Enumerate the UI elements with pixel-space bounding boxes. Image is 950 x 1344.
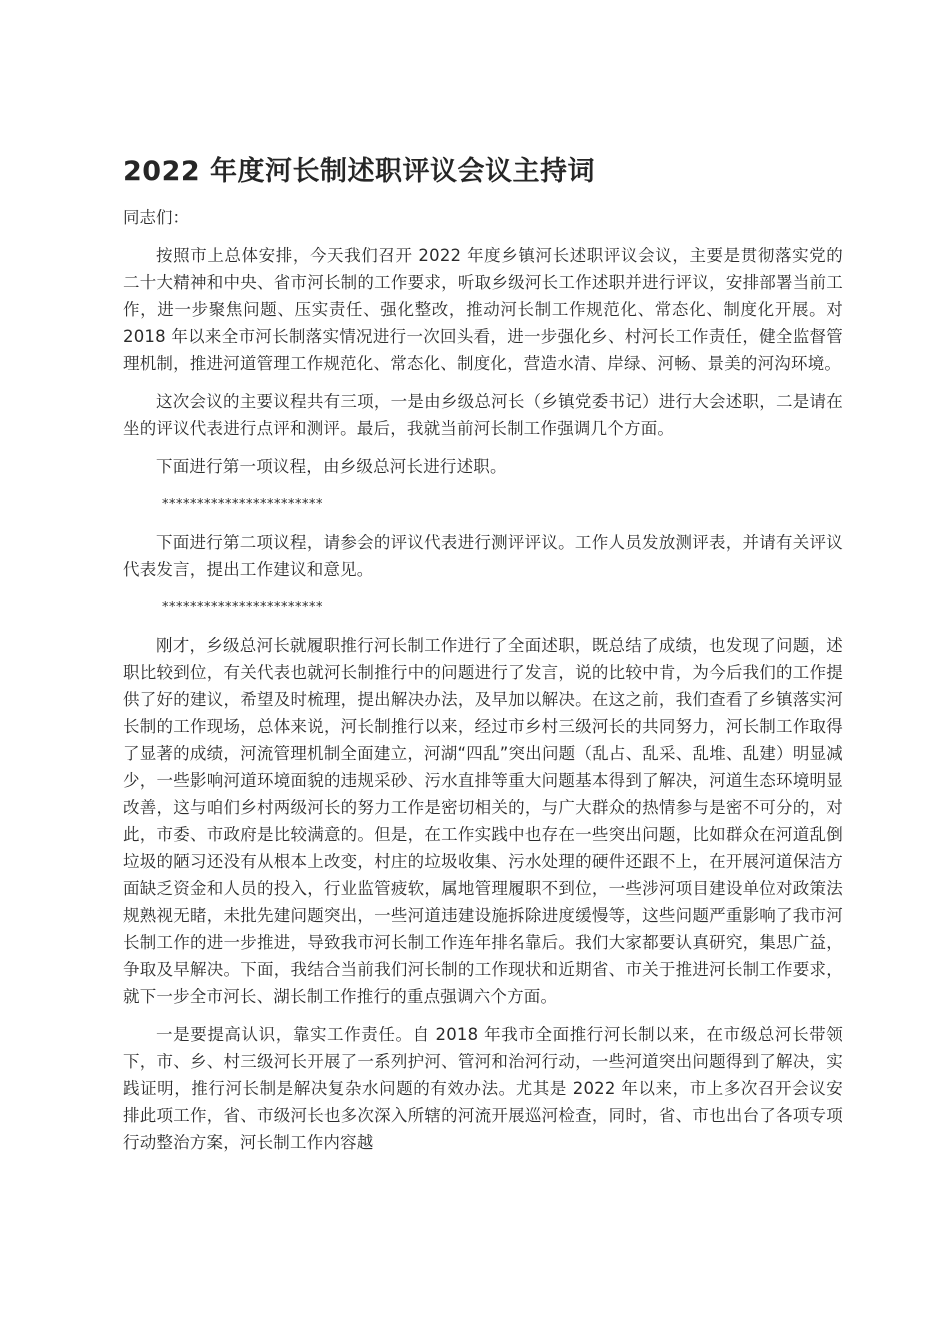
salutation: 同志们： [123, 208, 189, 227]
document-title: 2022 年度河长制述职评议会议主持词 [123, 156, 596, 187]
paragraph-opening: 按照市上总体安排，今天我们召开 2022 年度乡镇河长述职评议会议，主要是贯彻落实党的二十大精神和中央、省市河长制的工作要求，听取乡级河长工作述职并进行评议，安排部署当前工作，进一步聚焦问题、压实责任、强化整改，推动河长制工作规范化、常态化、制度化开展。对 2018 年以来全市河长制落实情况进行一次回头看，进一步强化乡、村河长工作责任，健全监督管理机制，推进河道管理工作规范化、常态化、制度化，营造水清、岸绿、河畅、景美的河沟环境。 [123, 246, 843, 373]
paragraph-summary: 刚才，乡级总河长就履职推行河长制工作进行了全面述职，既总结了成绩，也发现了问题，述职比较到位，有关代表也就河长制推行中的问题进行了发言，说的比较中肯，为今后我们的工作提供了好的建议，希望及时梳理，提出解决办法，及早加以解决。在这之前，我们查看了乡镇落实河长制的工作现场，总体来说，河长制推行以来，经过市乡村三级河长的共同努力，河长制工作取得了显著的成绩，河流管理机制全面建立，河湖“四乱”突出问题（乱占、乱采、乱堆、乱建）明显减少，一些影响河道环境面貌的违规采砂、污水直排等重大问题基本得到了解决，河道生态环境明显改善，这与咱们乡村两级河长的努力工作是密切相关的，与广大群众的热情参与是密不可分的，对此，市委、市政府是比较满意的。但是，在工作实践中也存在一些突出问题，比如群众在河道乱倒垃圾的陋习还没有从根本上改变，村庄的垃圾收集、污水处理的硬件还跟不上，在开展河道保洁方面缺乏资金和人员的投入，行业监管疲软，属地管理履职不到位，一些涉河项目建设单位对政策法规熟视无睹，未批先建问题突出，一些河道违建设施拆除进度缓慢等，这些问题严重影响了我市河长制工作的进一步推进，导致我市河长制工作连年排名靠后。我们大家都要认真研究，集思广益，争取及早解决。下面，我结合当前我们河长制的工作现状和近期省、市关于推进河长制工作要求，就下一步全市河长、湖长制工作推行的重点强调六个方面。 [123, 636, 843, 1006]
document-page [123, 150, 843, 1156]
separator-stars: *********************** [162, 600, 323, 615]
paragraph-item-one: 下面进行第一项议程，由乡级总河长进行述职。 [156, 457, 507, 476]
paragraph-item-two: 下面进行第二项议程，请参会的评议代表进行测评评议。工作人员发放测评表，并请有关评议代表发言，提出工作建议和意见。 [123, 533, 843, 579]
separator-stars: *********************** [162, 497, 323, 512]
paragraph-point-one: 一是要提高认识，靠实工作责任。自 2018 年我市全面推行河长制以来，在市级总河长带领下，市、乡、村三级河长开展了一系列护河、管河和治河行动，一些河道突出问题得到了解决，实践证明，推行河长制是解决复杂水问题的有效办法。尤其是 2022 年以来，市上多次召开会议安排此项工作，省、市级河长也多次深入所辖的河流开展巡河检查，同时，省、市也出台了各项专项行动整治方案，河长制工作内容越 [123, 1025, 843, 1152]
paragraph-agenda: 这次会议的主要议程共有三项，一是由乡级总河长（乡镇党委书记）进行大会述职，二是请在坐的评议代表进行点评和测评。最后，我就当前河长制工作强调几个方面。 [123, 392, 843, 438]
